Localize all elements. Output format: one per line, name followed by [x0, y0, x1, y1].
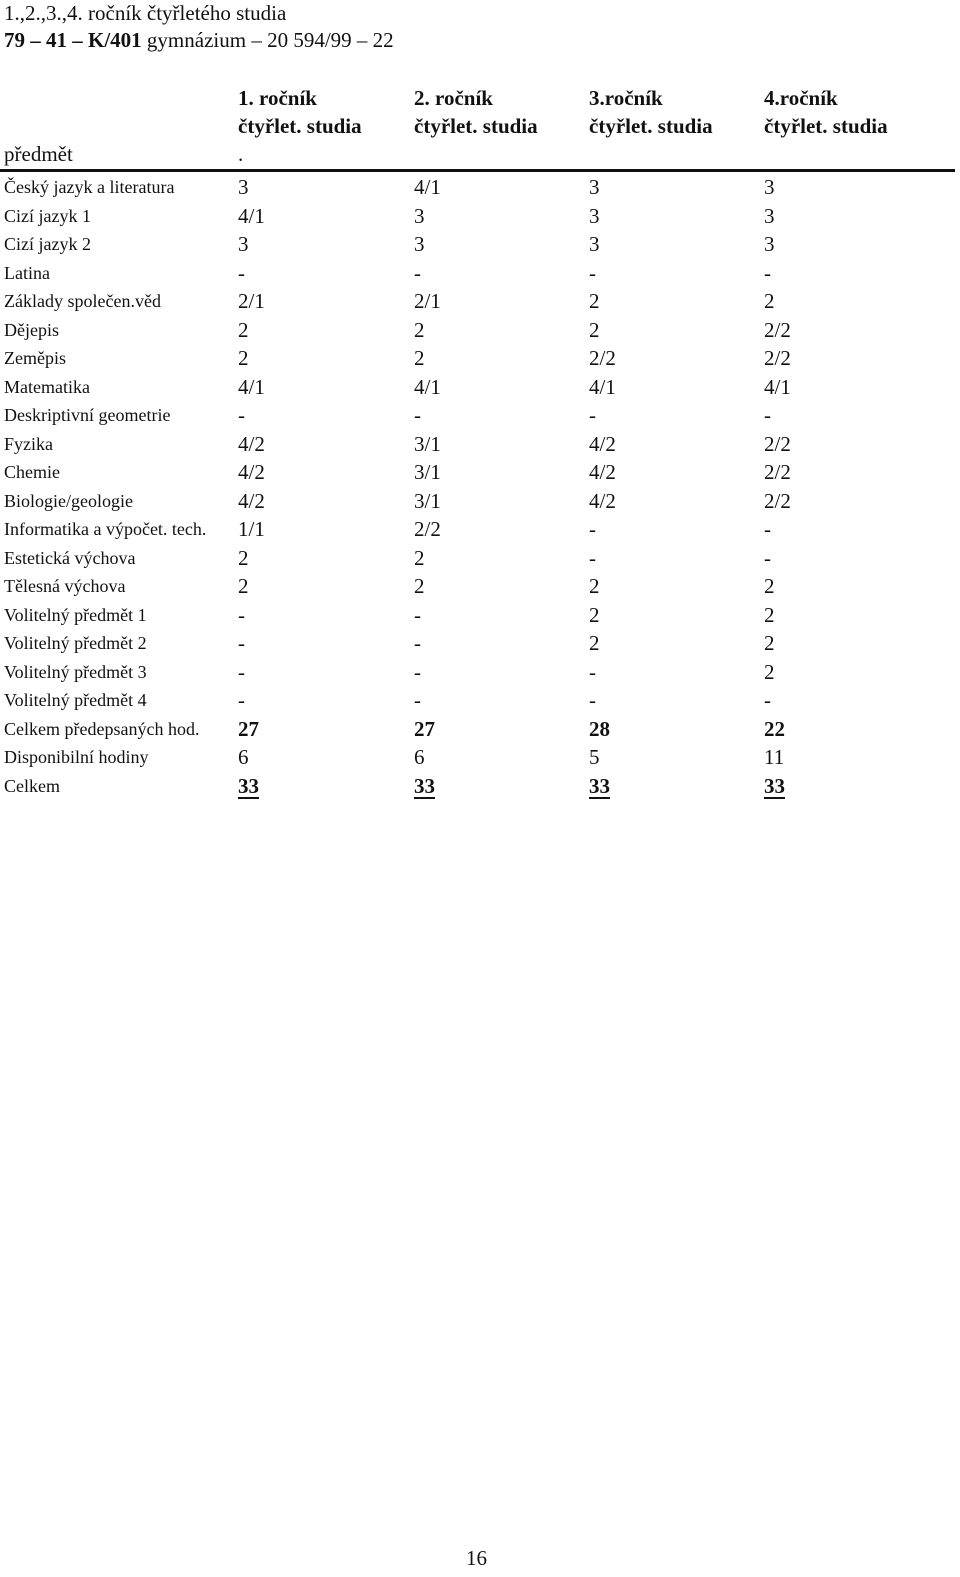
column-header-2 — [414, 84, 538, 140]
hours-cell-year-4: 2/2 — [764, 317, 791, 342]
hours-cell-year-4: 2 — [764, 289, 775, 313]
hours-cell-year-1: 4/1 — [238, 374, 265, 399]
hours-cell-year-3: 3 — [589, 203, 600, 228]
hours-cell-year-1: - — [238, 659, 245, 684]
table-row — [0, 715, 960, 744]
hours-cell-year-1: 4/2 — [238, 460, 265, 484]
hours-cell-year-3: - — [589, 659, 596, 684]
hours-cell-year-3: 4/1 — [589, 374, 616, 399]
hours-cell-year-2: 3 — [414, 232, 425, 256]
hours-cell-year-1: - — [238, 688, 245, 712]
hours-cell-year-4: 2/2 — [764, 431, 791, 456]
hours-cell-year-4: 2/2 — [764, 346, 791, 370]
document-heading: 1.,2.,3.,4. ročník čtyřletého studia — [4, 1, 287, 25]
hours-cell-year-3: 2 — [589, 317, 600, 342]
hours-cell-year-4: - — [764, 403, 771, 427]
column-header-1 — [238, 84, 362, 140]
column-header-3-subtitle: čtyřlet. studia — [589, 114, 713, 138]
subject-name: Estetická výchova — [4, 547, 136, 568]
hours-cell-year-3: - — [589, 517, 596, 541]
hours-cell-year-3: 5 — [589, 745, 600, 769]
table-row — [0, 458, 960, 487]
subject-name: Disponibilní hodiny — [4, 747, 149, 767]
table-row — [0, 344, 960, 373]
hours-cell-year-2: - — [414, 260, 421, 285]
hours-cell-year-4: 2 — [764, 574, 775, 598]
table-row — [0, 572, 960, 601]
hours-cell-year-2: - — [414, 602, 421, 627]
hours-cell-year-1: 2 — [238, 574, 249, 598]
subject-name: Volitelný předmět 4 — [4, 690, 147, 710]
table-row — [0, 629, 960, 658]
hours-cell-year-1: - — [238, 260, 245, 285]
hours-cell-year-1: - — [238, 602, 245, 627]
hours-cell-year-2: 2 — [414, 574, 425, 598]
subject-name: Deskriptivní geometrie — [4, 405, 171, 425]
column-header-4-title: 4.ročník — [764, 86, 838, 110]
subject-name: Cizí jazyk 1 — [4, 205, 91, 226]
hours-cell-year-4: 4/1 — [764, 374, 791, 399]
column-header-4 — [764, 84, 888, 140]
subject-column-header: předmět — [4, 142, 73, 166]
hours-cell-year-1: 3 — [238, 232, 249, 256]
column-header-3 — [589, 84, 713, 140]
hours-cell-year-3: 2 — [589, 602, 600, 627]
subject-name: Dějepis — [4, 319, 59, 340]
hours-cell-year-2: 3 — [414, 203, 425, 228]
table-row — [0, 658, 960, 687]
column-header-2-title: 2. ročník — [414, 86, 493, 110]
hours-cell-year-2: - — [414, 688, 421, 712]
hours-cell-year-1: 2 — [238, 346, 249, 370]
hours-cell-year-2: 3/1 — [414, 431, 441, 456]
page-number: 16 — [466, 1546, 487, 1570]
hours-cell-year-2: - — [414, 631, 421, 655]
hours-cell-year-2: 2/1 — [414, 289, 441, 313]
hours-cell-year-3: - — [589, 688, 596, 712]
hours-cell-year-2: 2 — [414, 346, 425, 370]
subject-name: Chemie — [4, 462, 60, 482]
hours-cell-year-3: 33 — [589, 773, 610, 798]
hours-cell-year-3: 3 — [589, 175, 600, 199]
curriculum-code-line — [4, 27, 394, 53]
hours-cell-year-2: 27 — [414, 716, 435, 741]
table-row — [0, 743, 960, 772]
table-row — [0, 259, 960, 288]
hours-cell-year-1: 4/2 — [238, 431, 265, 456]
column-header-1-title: 1. ročník — [238, 86, 317, 110]
subject-name: Zeměpis — [4, 348, 66, 368]
hours-cell-year-1: 2 — [238, 317, 249, 342]
table-row — [0, 373, 960, 402]
hours-cell-year-4: - — [764, 545, 771, 570]
hours-cell-year-4: 2 — [764, 659, 775, 684]
column-header-2-subtitle: čtyřlet. studia — [414, 114, 538, 138]
hours-cell-year-1: 4/1 — [238, 203, 265, 228]
hours-cell-year-2: 3/1 — [414, 488, 441, 513]
hours-cell-year-3: - — [589, 545, 596, 570]
subject-name: Volitelný předmět 1 — [4, 604, 147, 625]
hours-cell-year-3: 2 — [589, 631, 600, 655]
hours-cell-year-4: 2/2 — [764, 488, 791, 513]
table-row — [0, 287, 960, 316]
hours-cell-year-4: 2/2 — [764, 460, 791, 484]
hours-cell-year-3: 4/2 — [589, 460, 616, 484]
hours-cell-year-4: - — [764, 517, 771, 541]
subject-name: Volitelný předmět 2 — [4, 633, 147, 653]
subject-name: Celkem — [4, 775, 60, 796]
subject-name: Základy společen.věd — [4, 291, 161, 311]
hours-cell-year-4: 3 — [764, 232, 775, 256]
hours-cell-year-3: - — [589, 403, 596, 427]
subject-name: Volitelný předmět 3 — [4, 661, 147, 682]
curriculum-description: gymnázium – 20 594/99 – 22 — [141, 28, 394, 52]
table-row — [0, 601, 960, 630]
subject-name: Matematika — [4, 376, 90, 397]
hours-cell-year-1: 4/2 — [238, 488, 265, 513]
hours-cell-year-1: 33 — [238, 773, 259, 798]
table-row — [0, 772, 960, 801]
table-row — [0, 487, 960, 516]
hours-cell-year-4: 2 — [764, 631, 775, 655]
table-row — [0, 316, 960, 345]
hours-cell-year-4: 11 — [764, 745, 785, 769]
hours-cell-year-1: - — [238, 631, 245, 655]
subject-name: Český jazyk a literatura — [4, 177, 175, 197]
hours-cell-year-2: - — [414, 659, 421, 684]
column-header-3-title: 3.ročník — [589, 86, 663, 110]
hours-cell-year-2: 4/1 — [414, 374, 441, 399]
hours-cell-year-2: 2 — [414, 317, 425, 342]
subject-name: Latina — [4, 262, 50, 283]
hours-cell-year-1: 3 — [238, 175, 249, 199]
hours-cell-year-3: 4/2 — [589, 431, 616, 456]
subject-name: Fyzika — [4, 433, 53, 454]
subject-table — [0, 173, 960, 800]
hours-cell-year-3: 3 — [589, 232, 600, 256]
hours-cell-year-2: 33 — [414, 773, 435, 798]
hours-cell-year-1: - — [238, 403, 245, 427]
subject-name: Tělesná výchova — [4, 576, 126, 596]
table-row — [0, 686, 960, 715]
subject-name: Cizí jazyk 2 — [4, 234, 91, 254]
hours-cell-year-1: 27 — [238, 716, 259, 741]
hours-cell-year-2: 6 — [414, 745, 425, 769]
hours-cell-year-2: 4/1 — [414, 175, 441, 199]
hours-cell-year-3: 2/2 — [589, 346, 616, 370]
hours-cell-year-4: - — [764, 688, 771, 712]
hours-cell-year-2: 2 — [414, 545, 425, 570]
hours-cell-year-2: 3/1 — [414, 460, 441, 484]
hours-cell-year-4: 22 — [764, 716, 785, 741]
hours-cell-year-4: 3 — [764, 175, 775, 199]
hours-cell-year-4: 3 — [764, 203, 775, 228]
hours-cell-year-1: 1/1 — [238, 517, 265, 541]
column-header-1-subtitle: čtyřlet. studia — [238, 114, 362, 138]
curriculum-code: 79 – 41 – K/401 — [4, 28, 142, 52]
header-divider — [0, 169, 955, 172]
hours-cell-year-1: 6 — [238, 745, 249, 769]
hours-cell-year-2: 2/2 — [414, 517, 441, 541]
table-row — [0, 515, 960, 544]
column-header-4-subtitle: čtyřlet. studia — [764, 114, 888, 138]
subject-name: Informatika a výpočet. tech. — [4, 519, 207, 539]
table-row — [0, 173, 960, 202]
subject-name: Celkem předepsaných hod. — [4, 718, 200, 739]
hours-cell-year-1: 2 — [238, 545, 249, 570]
hours-cell-year-3: - — [589, 260, 596, 285]
table-row — [0, 544, 960, 573]
hours-cell-year-4: 2 — [764, 602, 775, 627]
table-row — [0, 430, 960, 459]
hours-cell-year-1: 2/1 — [238, 289, 265, 313]
subject-name: Biologie/geologie — [4, 490, 133, 511]
table-row — [0, 230, 960, 259]
table-row — [0, 202, 960, 231]
hours-cell-year-3: 2 — [589, 289, 600, 313]
hours-cell-year-3: 28 — [589, 716, 610, 741]
hours-cell-year-4: 33 — [764, 773, 785, 798]
hours-cell-year-3: 2 — [589, 574, 600, 598]
hours-cell-year-4: - — [764, 260, 771, 285]
header-dot: . — [238, 142, 244, 166]
hours-cell-year-3: 4/2 — [589, 488, 616, 513]
table-row — [0, 401, 960, 430]
hours-cell-year-2: - — [414, 403, 421, 427]
